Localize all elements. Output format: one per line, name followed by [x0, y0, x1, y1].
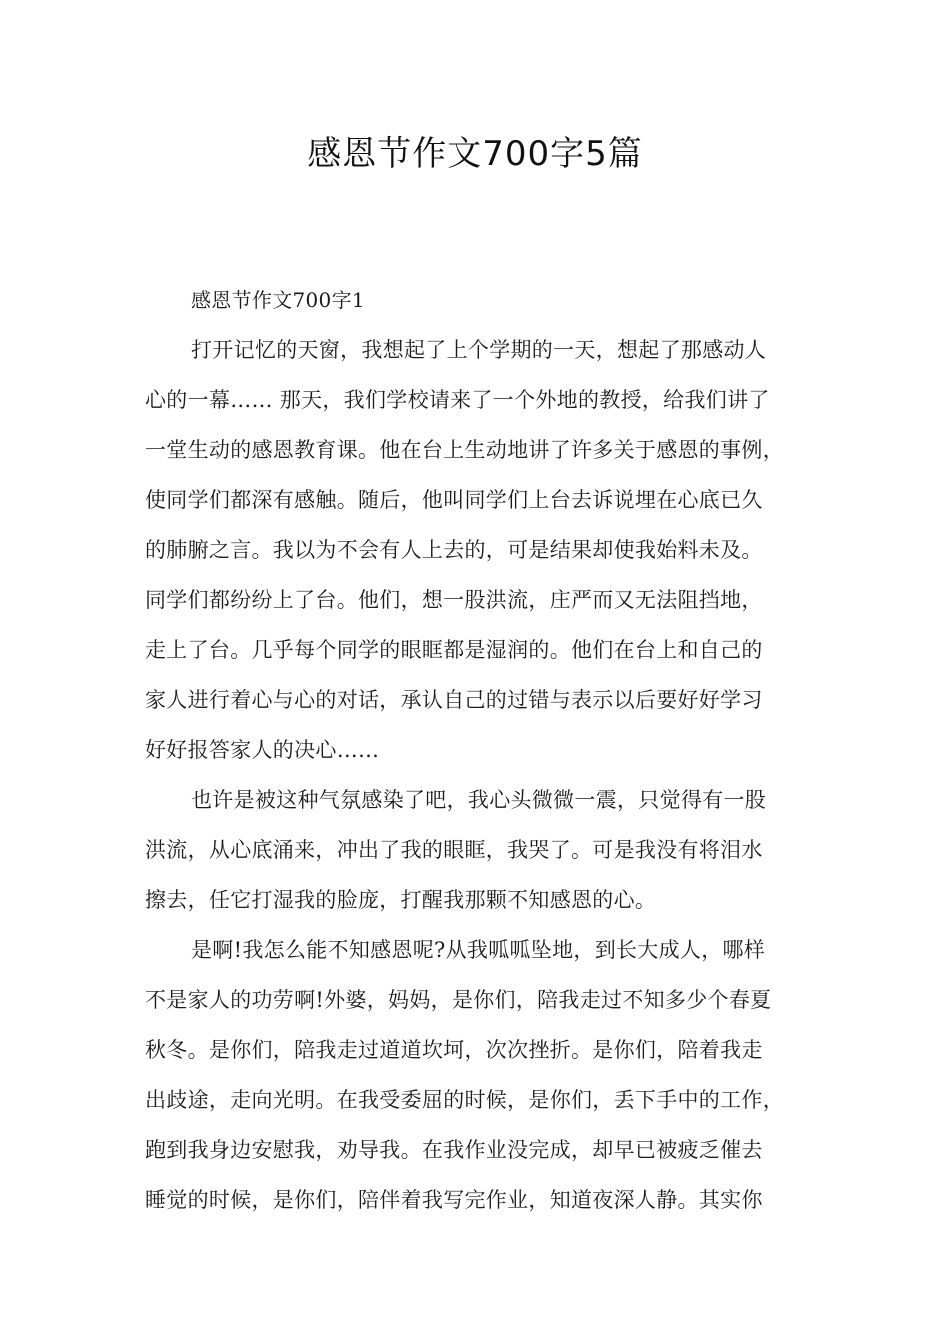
paragraph-line: 洪流，从心底涌来，冲出了我的眼眶，我哭了。可是我没有将泪水	[145, 838, 763, 862]
document-title: 感恩节作文700字5篇	[307, 134, 643, 174]
paragraph-line: 擦去，任它打湿我的脸庞，打醒我那颗不知感恩的心。	[145, 888, 657, 912]
paragraph-line: 不是家人的功劳啊!外婆，妈妈，是你们，陪我走过不知多少个春夏	[145, 988, 772, 1012]
document-body	[145, 282, 835, 1232]
paragraph-line: 同学们都纷纷上了台。他们，想一股洪流，庄严而又无法阻挡地，	[145, 588, 763, 612]
paragraph-line: 是啊!我怎么能不知感恩呢?从我呱呱坠地，到长大成人，哪样	[191, 938, 766, 962]
paragraph-line: 的肺腑之言。我以为不会有人上去的，可是结果却使我始料未及。	[145, 538, 763, 562]
paragraph-line: 睡觉的时候，是你们，陪伴着我写完作业，知道夜深人静。其实你	[145, 1188, 763, 1212]
paragraph-line: 一堂生动的感恩教育课。他在台上生动地讲了许多关于感恩的事例，	[145, 438, 784, 462]
section-heading: 感恩节作文700字1	[191, 288, 365, 312]
paragraph-line: 使同学们都深有感触。随后，他叫同学们上台去诉说埋在心底已久	[145, 488, 763, 512]
paragraph-line: 好好报答家人的决心……	[145, 738, 380, 762]
paragraph-line: 打开记忆的天窗，我想起了上个学期的一天，想起了那感动人	[191, 338, 767, 362]
paragraph-line: 家人进行着心与心的对话，承认自己的过错与表示以后要好好学习	[145, 688, 763, 712]
paragraph-line: 出歧途，走向光明。在我受委屈的时候，是你们，丢下手中的工作，	[145, 1088, 784, 1112]
paragraph-line: 也许是被这种气氛感染了吧，我心头微微一震，只觉得有一股	[191, 788, 767, 812]
paragraph-line: 秋冬。是你们，陪我走过道道坎坷，次次挫折。是你们，陪着我走	[145, 1038, 763, 1062]
paragraph-line: 心的一幕…… 那天，我们学校请来了一个外地的教授，给我们讲了	[145, 388, 770, 412]
paragraph-line: 跑到我身边安慰我，劝导我。在我作业没完成，却早已被疲乏催去	[145, 1138, 763, 1162]
paragraph-line: 走上了台。几乎每个同学的眼眶都是湿润的。他们在台上和自己的	[145, 638, 763, 662]
